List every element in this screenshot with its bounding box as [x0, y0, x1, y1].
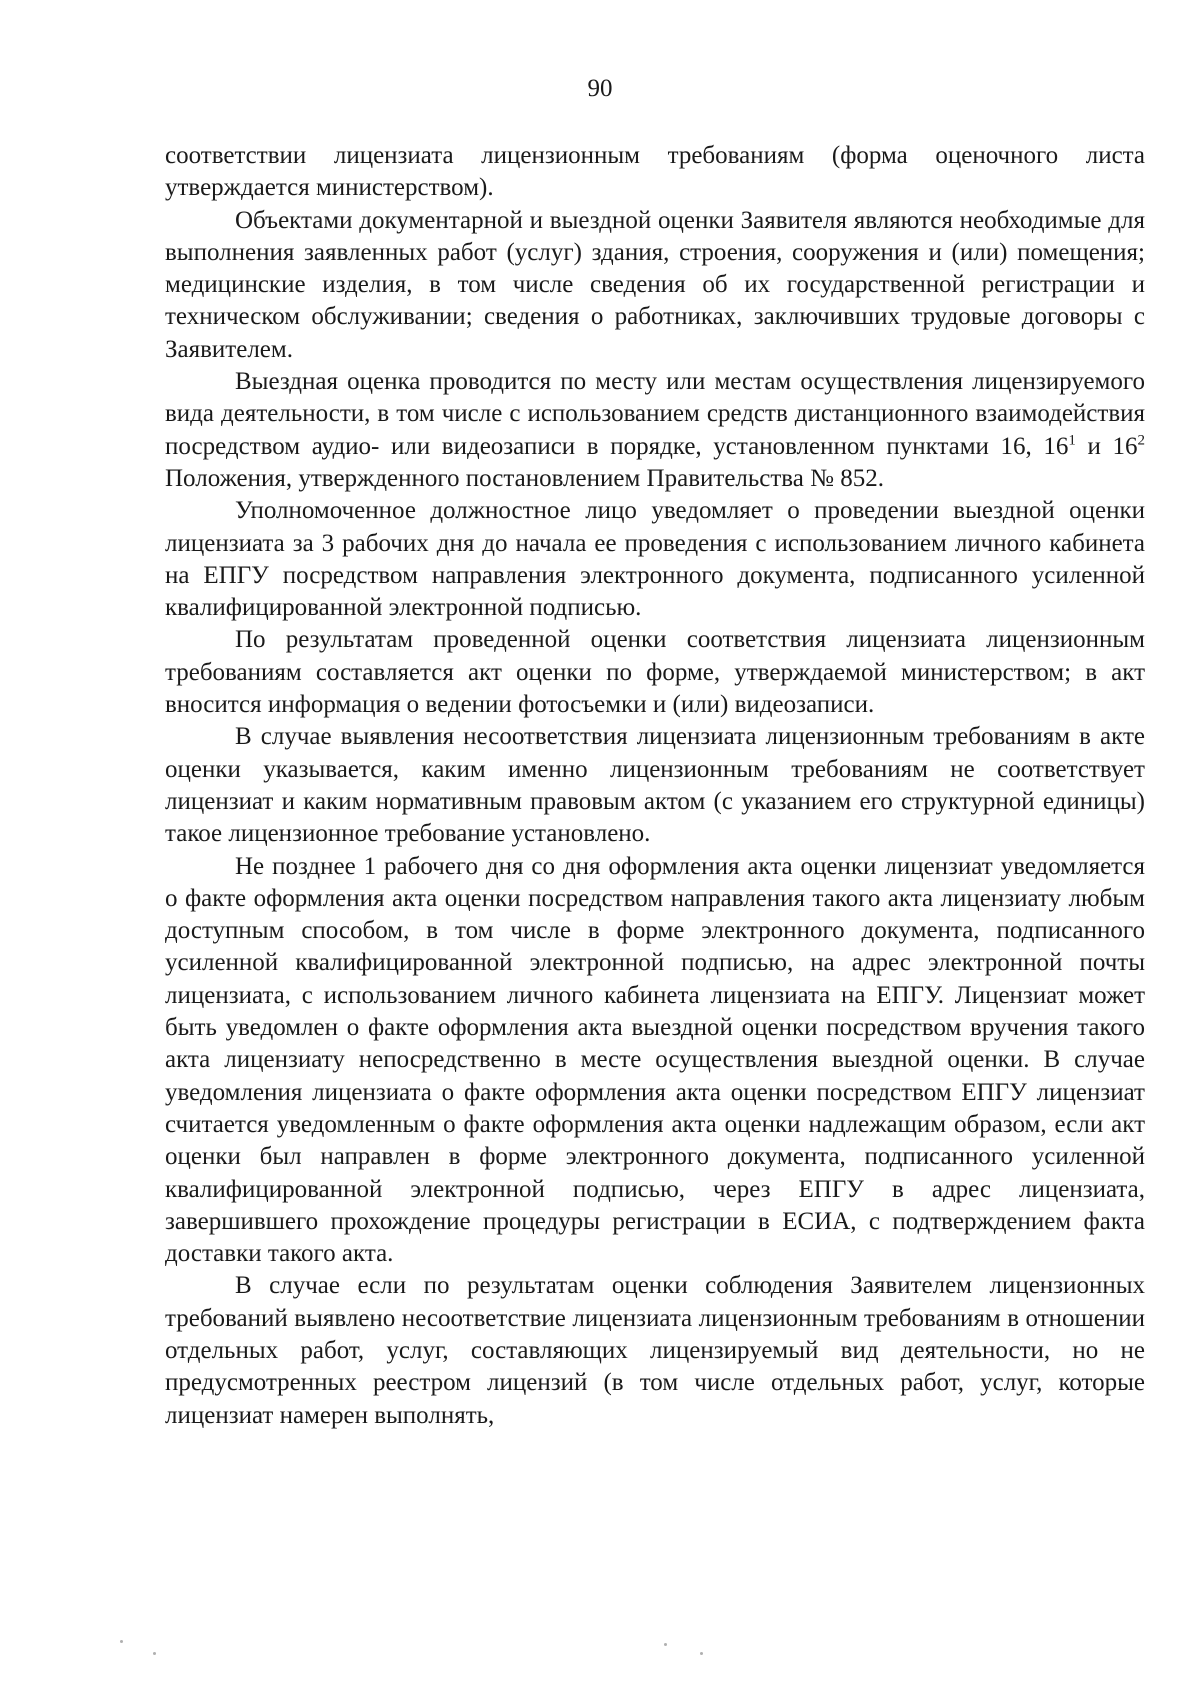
superscript-1: 1 [1068, 432, 1076, 449]
paragraph-partial-nonconformity: В случае если по результатам оценки соблюдения Заявителем лицензионных требований выявлено несоответствие лицензиата лицензионным требованиям в отношении отдельных работ, услуг, составляющих лицензируемый вид деятельности, но не предусмотренных реестром лицензий (в том числе отдельных работ, услуг, которые лицензиат намерен выполнять, [165, 1272, 1145, 1429]
paragraph-onsite-text-after: Положения, утвержденного постановлением Правительства № 852. [165, 464, 884, 492]
paragraph-assessment-act: По результатам проведенной оценки соответствия лицензиата лицензионным требованиям составляется акт оценки по форме, утверждаемой министерством; в акт вносится информация о ведении фотосъемки и (или) видеозаписи. [165, 626, 1145, 719]
paragraph-act-delivery: Не позднее 1 рабочего дня со дня оформления акта оценки лицензиат уведомляется о факте оформления акта оценки посредством направления такого акта лицензиату любым доступным способом, в том числе в форме электронного документа, подписанного усиленной квалифицированной электронной подписью, на адрес электронной почты лицензиата, с использованием личного кабинета лицензиата на ЕПГУ. Лицензиат может быть уведомлен о факте оформления акта выездной оценки посредством вручения такого акта лицензиату непосредственно в месте осуществления выездной оценки. В случае уведомления лицензиата о факте оформления акта оценки посредством ЕПГУ лицензиат считается уведомленным о факте оформления акта оценки надлежащим образом, если акт оценки был направлен в форме электронного документа, подписанного усиленной квалифицированной электронной подписью, через ЕПГУ в адрес лицензиата, завершившего прохождение процедуры регистрации в ЕСИА, с подтверждением факта доставки такого акта. [165, 852, 1145, 1268]
paragraph-notification: Уполномоченное должностное лицо уведомляет о проведении выездной оценки лицензиата за 3 рабочих дня до начала ее проведения с использованием личного кабинета на ЕПГУ посредством направления электронного документа, подписанного усиленной квалифицированной электронной подписью. [165, 497, 1145, 622]
paragraph-assessment-objects: Объектами документарной и выездной оценки Заявителя являются необходимые для выполнения заявленных работ (услуг) здания, строения, сооружения и (или) помещения; медицинские изделия, в том числе сведения об их государственной регистрации и техническом обслуживании; сведения о работниках, заключивших трудовые договоры с Заявителем. [165, 206, 1145, 363]
paragraph-onsite-assessment [165, 366, 1145, 495]
paragraph-continuation: соответствии лицензиата лицензионным требованиям (форма оценочного листа утверждается министерством). [165, 142, 1145, 202]
page-number: 90 [587, 75, 613, 102]
scan-speck [664, 1643, 667, 1646]
document-body [165, 140, 1145, 1432]
scan-speck [120, 1640, 123, 1643]
scan-speck [153, 1652, 156, 1655]
paragraph-onsite-text-before: Выездная оценка проводится по месту или местам осуществления лицензируемого вида деятельности, в том числе с использованием средств дистанционного взаимодействия посредством аудио- или видеозаписи в порядке, установленном пунктами 16, 16 [165, 368, 1145, 460]
scan-speck [700, 1652, 703, 1655]
superscript-2: 2 [1137, 432, 1145, 449]
paragraph-onsite-text-middle: и 16 [1075, 432, 1138, 460]
paragraph-nonconformity: В случае выявления несоответствия лицензиата лицензионным требованиям в акте оценки указывается, каким именно лицензионным требованиям не соответствует лицензиат и каким нормативным правовым актом (с указанием его структурной единицы) такое лицензионное требование установлено. [165, 723, 1145, 848]
